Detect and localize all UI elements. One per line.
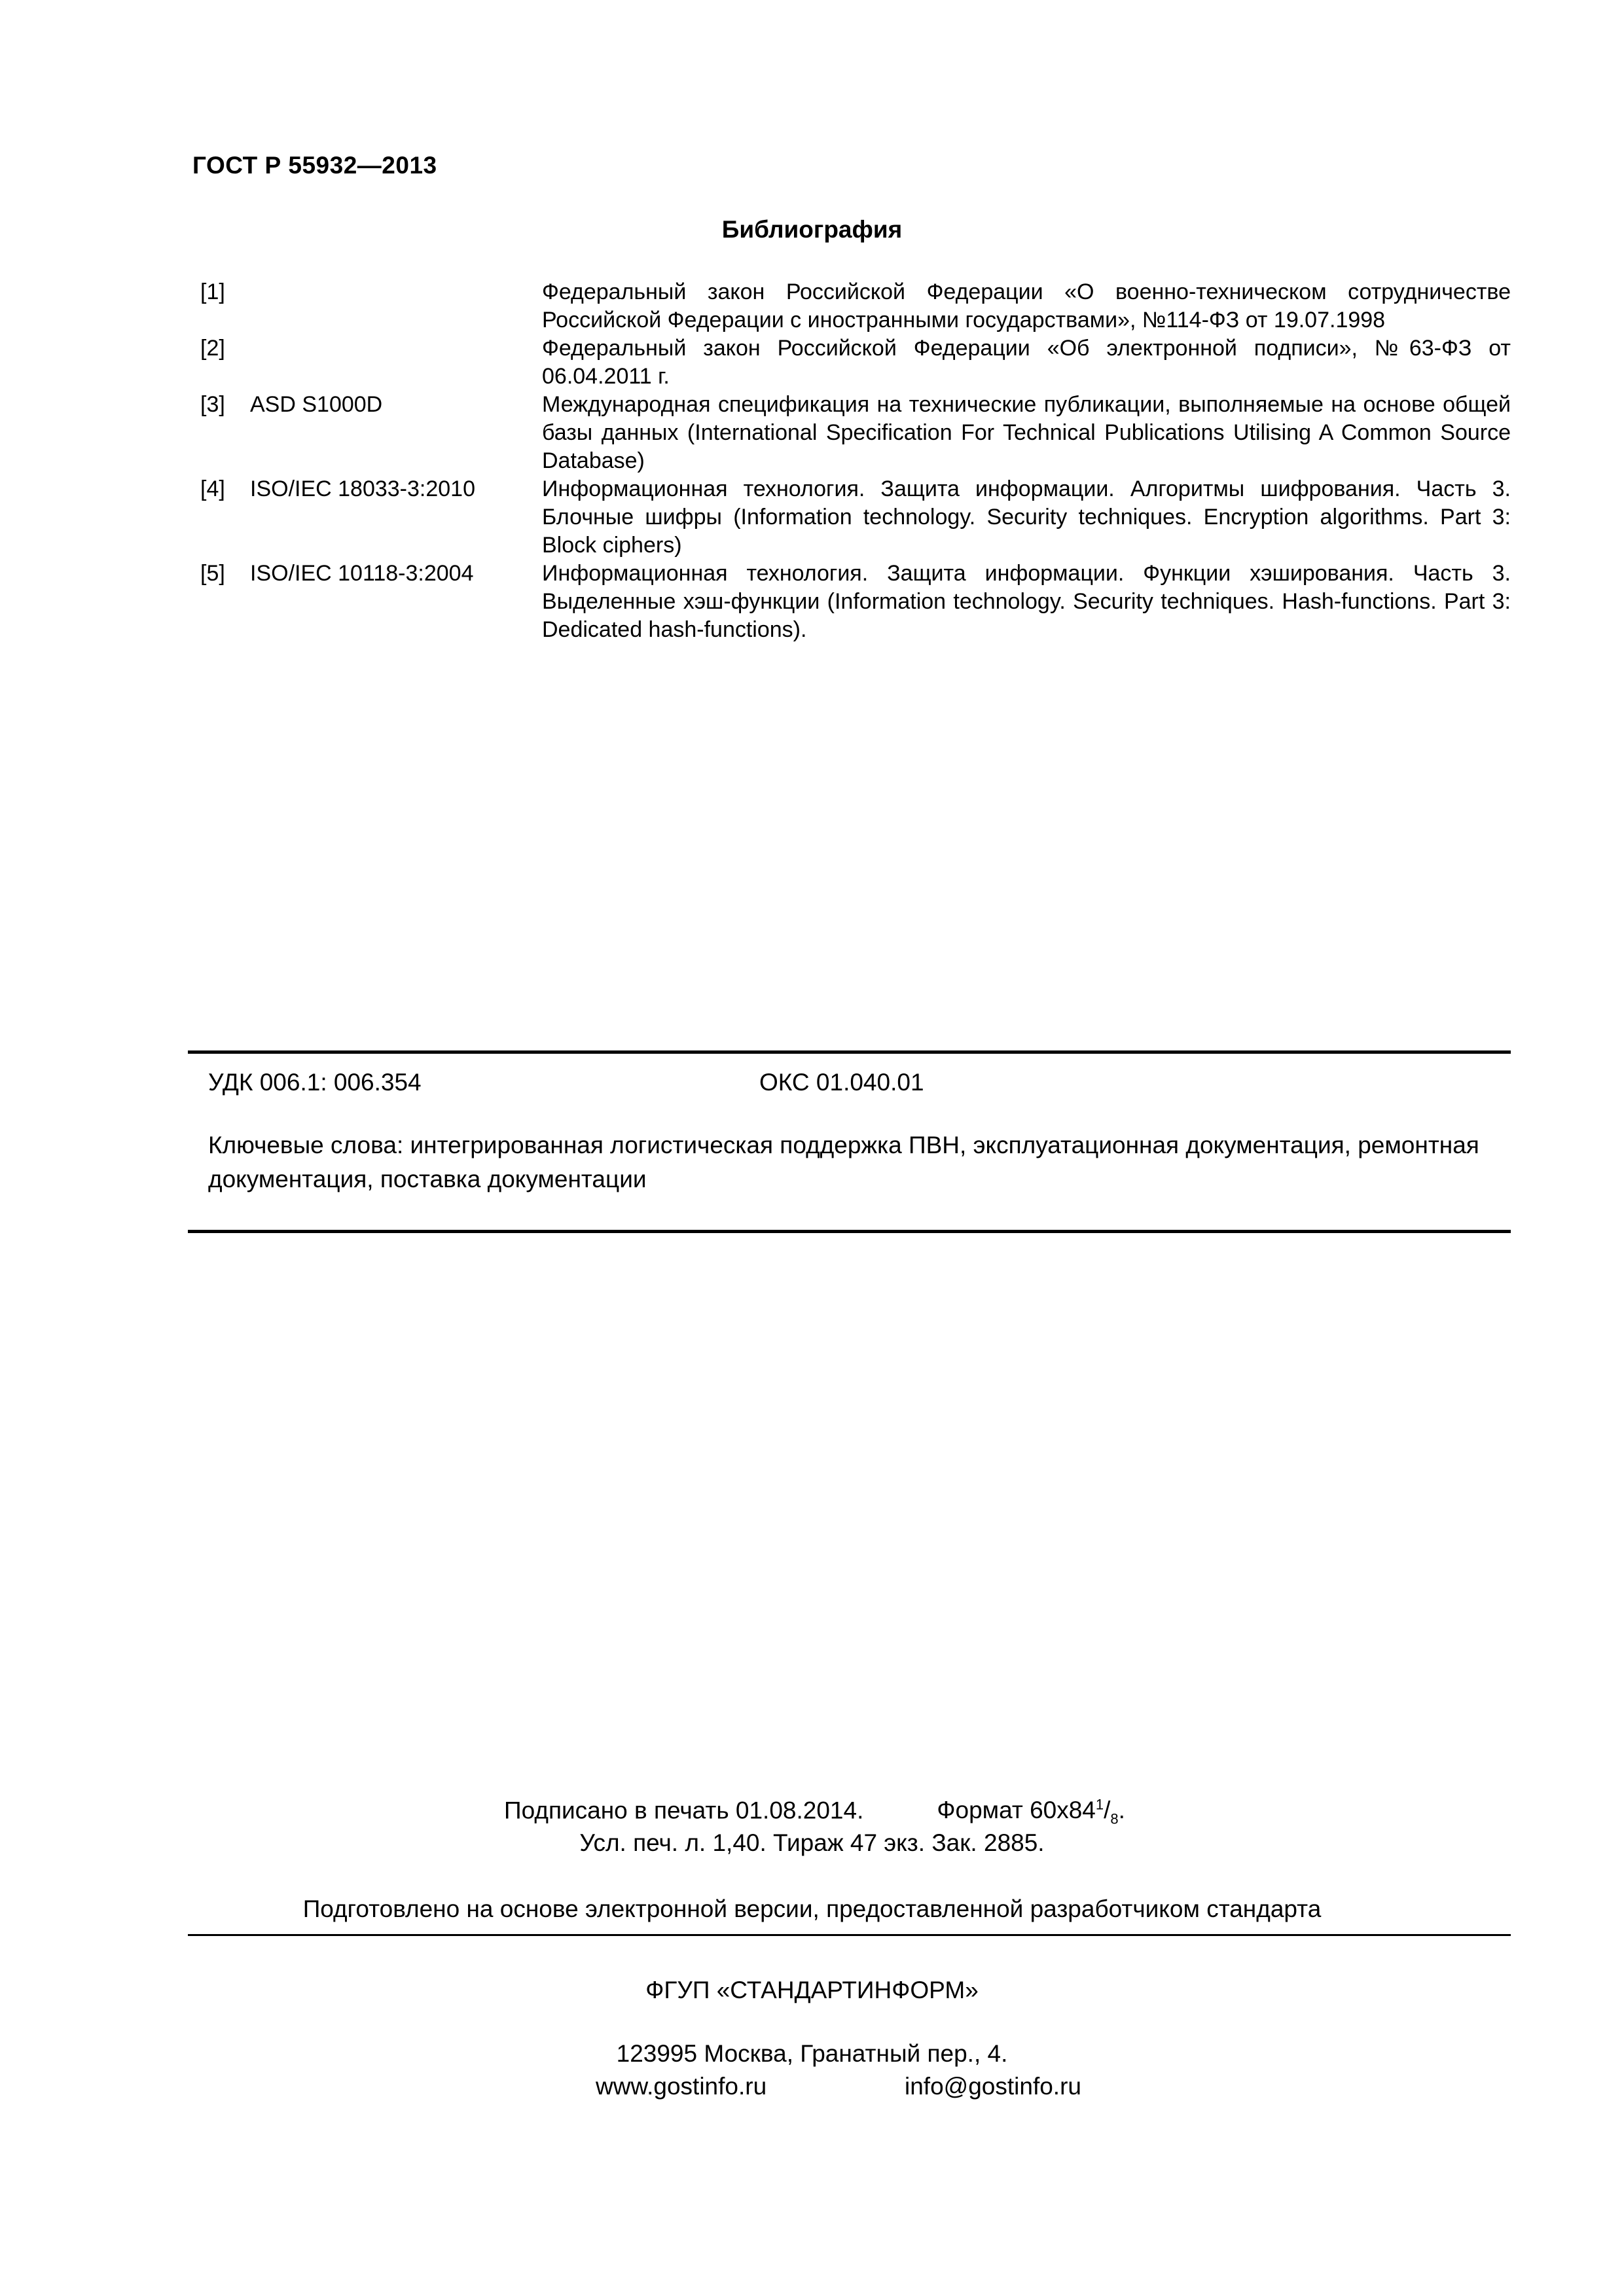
divider-bottom [188,1230,1511,1233]
bibliography-item [200,278,1511,334]
bibliography-item-number: [2] [200,336,225,361]
email-link[interactable]: info@gostinfo.ru [905,2073,1081,2100]
publisher-name: ФГУП «СТАНДАРТИНФОРМ» [645,1977,979,2003]
bibliography-title: Библиография [721,216,903,243]
bibliography-item-description: Федеральный закон Российской Федерации «Об электронной подписи», №63-ФЗ от 06.04.2011 г. [542,336,1511,389]
udk-code: УДК 006.1: 006.354 [208,1069,422,1096]
bibliography-item-number: [1] [200,279,225,304]
bibliography-item-reference: ISO/IEC 10118-3:2004 [250,561,474,586]
bibliography-item-number: [3] [200,392,225,417]
bibliography-item-reference: ASD S1000D [250,392,383,417]
bibliography-item-description: Информационная технология. Защита информации. Алгоритмы шифрования. Часть 3. Блочные шифры (Information technology. Security techniques. Encryption algorithms. Part 3: Block ciphers) [542,476,1511,558]
bibliography-item-description: Федеральный закон Российской Федерации «О военно-техническом сотрудничестве Российской Федерации с иностранными государствами», №114-ФЗ от 19.07.1998 [542,279,1511,332]
bibliography-item-number: [4] [200,476,225,501]
oks-code: ОКС 01.040.01 [759,1069,924,1096]
bibliography-item-description: Информационная технология. Защита информации. Функции хэширования. Часть 3. Выделенные хэш-функции (Information technology. Security techniques. Hash-functions. Part 3: Dedicated hash-functions). [542,561,1511,642]
print-details: Усл. печ. л. 1,40. Тираж 47 экз. Зак. 2885. [579,1829,1045,1856]
keywords: Ключевые слова: интегрированная логистическая поддержка ПВН, эксплуатационная документация, ремонтная документация, поставка документации [208,1132,1479,1193]
document-code: ГОСТ Р 55932—2013 [192,152,437,179]
bibliography-list [200,278,1511,644]
bibliography-item [200,334,1511,391]
bibliography-item [200,391,1511,475]
imprint-line [504,1797,1125,1828]
bibliography-item-reference: ISO/IEC 18033-3:2010 [250,476,476,501]
prepared-note: Подготовлено на основе электронной версии, предоставленной разработчиком стандарта [302,1895,1322,1922]
publisher-address: 123995 Москва, Гранатный пер., 4. [616,2040,1008,2067]
bibliography-item [200,560,1511,644]
website-link[interactable]: www.gostinfo.ru [596,2073,767,2100]
divider-top [188,1050,1511,1054]
bibliography-item [200,475,1511,560]
signed-date: Подписано в печать 01.08.2014. [504,1797,864,1824]
bibliography-item-description: Международная спецификация на технические публикации, выполняемые на основе общей базы данных (International Specification For Technical Publications Utilising A Common Source Database) [542,392,1511,473]
paper-format: Формат $60x84^1/_8$. [937,1797,1125,1827]
bibliography-item-number: [5] [200,561,225,586]
divider-imprint [188,1934,1511,1936]
